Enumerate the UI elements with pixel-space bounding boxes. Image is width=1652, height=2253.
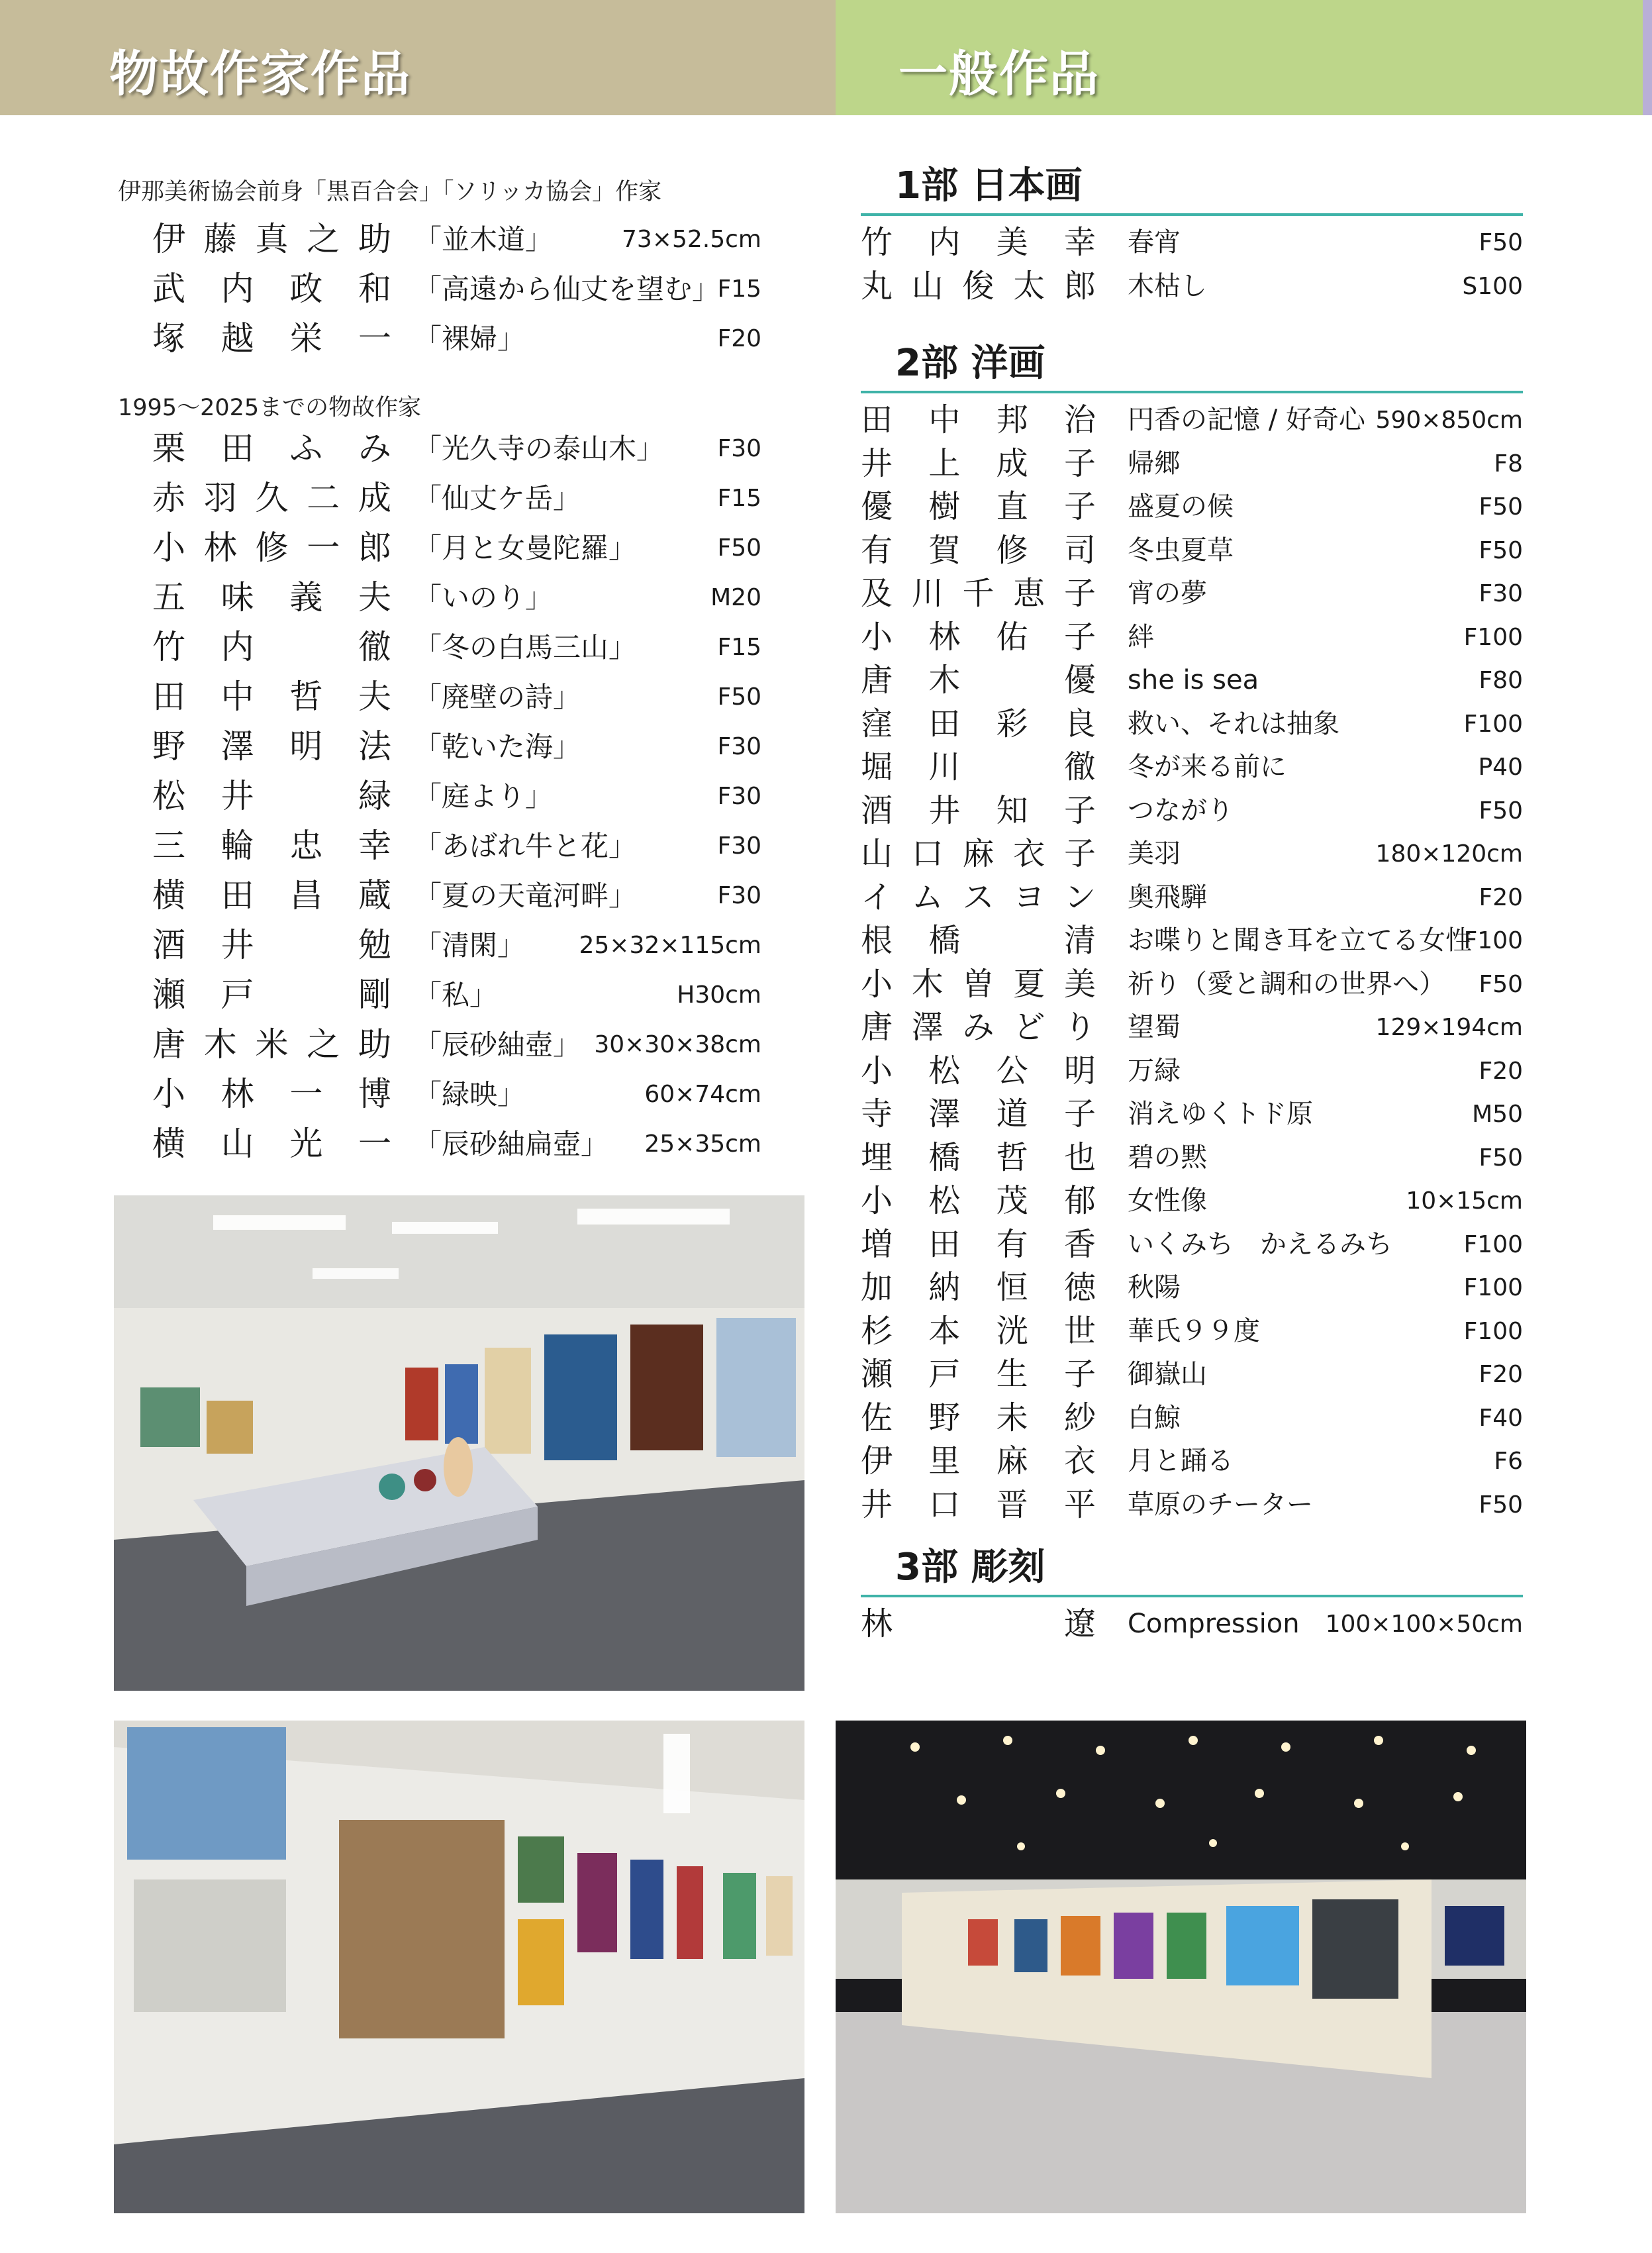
artwork-size: F100	[1463, 623, 1523, 651]
deceased-artist-row	[152, 215, 761, 264]
yoga-entry-row	[861, 963, 1523, 1007]
group1-heading: 伊那美術協会前身「黒百合会」「ソリッカ協会」作家	[118, 179, 662, 205]
artist-name: 井口晋平	[861, 1485, 1096, 1523]
artwork-title: 「辰砂紬扁壺」	[414, 1128, 609, 1160]
artist-name: 堀川 徹	[861, 748, 1096, 785]
banner-general-title: 一般作品	[899, 46, 1100, 103]
artwork-title: 草原のチーター	[1128, 1489, 1313, 1520]
yoga-entry-row	[861, 616, 1523, 660]
artwork-size: M20	[710, 584, 761, 611]
photo-gallery-paintings-wall	[114, 1721, 804, 2213]
artist-name: 窪田彩良	[861, 705, 1096, 742]
artist-name: 小林修一郎	[152, 528, 394, 567]
artwork-size: F20	[1479, 1361, 1523, 1388]
artwork-size: F50	[717, 683, 761, 711]
deceased-artist-row	[152, 772, 761, 821]
yoga-entry-row	[861, 1093, 1523, 1136]
artwork-size: F100	[1463, 1317, 1523, 1345]
artwork-size: F30	[1479, 580, 1523, 607]
artwork-size: 100×100×50cm	[1325, 1611, 1523, 1638]
artist-name: 唐木米之助	[152, 1025, 394, 1064]
artist-name: 小木曽夏美	[861, 965, 1096, 1003]
artist-name: 横山光一	[152, 1125, 394, 1163]
artwork-size: F30	[717, 882, 761, 909]
yoga-entry-row	[861, 1136, 1523, 1180]
banner-accent-strip	[1643, 0, 1652, 115]
artwork-size: F80	[1479, 667, 1523, 694]
artwork-size: F15	[717, 485, 761, 512]
deceased-artist-row	[152, 821, 761, 871]
artwork-title: 「冬の白馬三山」	[414, 631, 637, 664]
artwork-size: 10×15cm	[1406, 1187, 1523, 1215]
artist-name: 小松茂郁	[861, 1182, 1096, 1219]
artist-name: 根橋 清	[861, 922, 1096, 959]
artwork-title: 「高遠から仙丈を望む」	[414, 273, 720, 305]
deceased-artist-row	[152, 573, 761, 623]
artist-name: 寺澤道子	[861, 1095, 1096, 1132]
artwork-title: 「私」	[414, 979, 498, 1011]
deceased-artist-row	[152, 672, 761, 722]
artwork-size: F30	[717, 733, 761, 760]
artwork-title: 「光久寺の泰山木」	[414, 432, 665, 465]
artwork-title: いくみち かえるみち	[1128, 1228, 1392, 1260]
section-nihonga	[861, 159, 1523, 308]
artwork-size: F30	[717, 783, 761, 810]
artwork-title: 「庭より」	[414, 780, 554, 813]
deceased-artist-row	[152, 722, 761, 772]
artist-name: 松井 緑	[152, 777, 394, 815]
yoga-entry-row	[861, 485, 1523, 529]
deceased-artist-row	[152, 424, 761, 474]
artist-name: 赤羽久二成	[152, 479, 394, 517]
artist-name: 林 遼	[861, 1605, 1096, 1642]
artwork-size: F50	[1479, 493, 1523, 521]
artist-name: 唐木 優	[861, 662, 1096, 699]
artist-name: 及川千恵子	[861, 575, 1096, 612]
artwork-size: F8	[1494, 450, 1523, 477]
artist-name: 加納恒徳	[861, 1269, 1096, 1306]
artwork-size: F100	[1463, 1274, 1523, 1301]
photo-gallery-sculpture-table	[114, 1195, 804, 1691]
artist-name: 五味義夫	[152, 578, 394, 617]
artist-name: 優樹直子	[861, 488, 1096, 525]
artist-name: 小林佑子	[861, 618, 1096, 656]
artwork-size: F20	[1479, 883, 1523, 911]
artwork-title: 碧の黙	[1128, 1142, 1207, 1173]
artist-name: 佐野未紗	[861, 1399, 1096, 1436]
artwork-title: 万緑	[1128, 1055, 1181, 1086]
yoga-entry-row	[861, 399, 1523, 442]
artwork-size: F50	[1479, 970, 1523, 998]
artwork-title: 「辰砂紬壺」	[414, 1028, 581, 1061]
artwork-title: 美羽	[1128, 838, 1181, 869]
yoga-entry-row	[861, 1223, 1523, 1267]
artwork-title: 「廃壁の詩」	[414, 681, 581, 713]
artwork-title: Compression	[1128, 1609, 1300, 1639]
artwork-title: 「いのり」	[414, 581, 554, 614]
artwork-title: 救い、それは抽象	[1128, 708, 1339, 739]
artwork-size: F100	[1463, 1230, 1523, 1258]
artist-name: 唐澤みどり	[861, 1009, 1096, 1046]
artwork-title: 「緑映」	[414, 1078, 526, 1111]
artwork-title: 消えゆくトド原	[1128, 1099, 1313, 1129]
artwork-title: 「並木道」	[414, 223, 554, 256]
yoga-entry-row	[861, 572, 1523, 616]
yoga-entry-row	[861, 876, 1523, 920]
yoga-entry-row	[861, 1266, 1523, 1310]
yoga-entry-row	[861, 1353, 1523, 1397]
artwork-size: F50	[1479, 797, 1523, 825]
sculpture-entry-row	[861, 1603, 1523, 1646]
artist-name: 田中哲夫	[152, 677, 394, 716]
banner-general	[836, 0, 1652, 115]
artist-name: 有賀修司	[861, 531, 1096, 569]
artwork-title: 冬虫夏草	[1128, 534, 1234, 566]
yoga-entry-row	[861, 1310, 1523, 1354]
yoga-entry-row	[861, 1006, 1523, 1050]
artist-name: 丸山俊太郎	[861, 267, 1096, 305]
artwork-title: 奥飛騨	[1128, 881, 1207, 913]
artwork-title: 「清閑」	[414, 929, 526, 962]
deceased-artist-row	[152, 1119, 761, 1169]
artist-name: 伊藤真之助	[152, 220, 394, 258]
artwork-size: F30	[717, 832, 761, 860]
artwork-size: F50	[1479, 1144, 1523, 1172]
deceased-artist-row	[152, 314, 761, 364]
artwork-title: 冬が来る前に	[1128, 752, 1287, 782]
artwork-size: F20	[717, 325, 761, 352]
section-sculpture-list	[861, 1603, 1523, 1646]
artist-name: 塚越栄一	[152, 319, 394, 358]
artwork-title: 祈り（愛と調和の世界へ）	[1128, 968, 1445, 999]
artist-name: 瀬戸 剛	[152, 976, 394, 1014]
banner-deceased	[0, 0, 836, 115]
artwork-title: 盛夏の候	[1128, 491, 1234, 522]
section-sculpture-title: 3部 彫刻	[861, 1540, 1523, 1597]
artwork-size: 60×74cm	[644, 1081, 761, 1108]
artist-name: 栗田ふみ	[152, 429, 394, 468]
yoga-entry-row	[861, 659, 1523, 703]
artist-name: 伊里麻衣	[861, 1442, 1096, 1479]
section-nihonga-list	[861, 221, 1523, 308]
artwork-title: 白鯨	[1128, 1402, 1181, 1433]
artwork-title: she is sea	[1128, 665, 1259, 695]
artwork-size: H30cm	[677, 981, 761, 1009]
group1-list	[152, 215, 761, 364]
artwork-size: 30×30×38cm	[594, 1031, 761, 1058]
artwork-size: P40	[1478, 754, 1523, 781]
artwork-title: 女性像	[1128, 1185, 1207, 1216]
artwork-size: 129×194cm	[1375, 1014, 1523, 1041]
artwork-title: つながり	[1128, 795, 1234, 826]
artwork-size: 25×35cm	[644, 1130, 761, 1158]
artwork-title: 「月と女曼陀羅」	[414, 532, 637, 564]
artwork-size: F40	[1479, 1404, 1523, 1432]
artist-name: 酒井 勉	[152, 926, 394, 964]
nihonga-entry-row	[861, 265, 1523, 309]
deceased-artist-row	[152, 623, 761, 672]
yoga-entry-row	[861, 1050, 1523, 1093]
deceased-artist-row	[152, 970, 761, 1020]
deceased-artist-row	[152, 921, 761, 970]
artwork-title: 宵の夢	[1128, 578, 1207, 609]
artwork-size: M50	[1472, 1101, 1523, 1128]
banner-deceased-title: 物故作家作品	[109, 46, 411, 103]
section-yoga-list	[861, 399, 1523, 1527]
artwork-size: F15	[717, 634, 761, 661]
artist-name: 酒井知子	[861, 791, 1096, 829]
artwork-size: F15	[717, 275, 761, 303]
yoga-entry-row	[861, 746, 1523, 789]
deceased-artist-row	[152, 264, 761, 314]
yoga-entry-row	[861, 1397, 1523, 1440]
artwork-size: 73×52.5cm	[622, 226, 761, 253]
group2-heading: 1995〜2025までの物故作家	[118, 395, 422, 421]
artist-name: 竹内美幸	[861, 224, 1096, 261]
artwork-title: 秋陽	[1128, 1272, 1181, 1303]
artist-name: 野澤明法	[152, 727, 394, 766]
artwork-size: F50	[1479, 229, 1523, 256]
artist-name: 埋橋哲也	[861, 1138, 1096, 1176]
deceased-artist-row	[152, 474, 761, 523]
yoga-entry-row	[861, 1179, 1523, 1223]
artwork-size: 25×32×115cm	[579, 932, 761, 959]
artist-name: 横田昌蔵	[152, 876, 394, 915]
artwork-title: 月と踊る	[1128, 1446, 1234, 1476]
yoga-entry-row	[861, 703, 1523, 746]
photo-gallery-hall	[836, 1721, 1526, 2213]
artwork-title: 御嶽山	[1128, 1359, 1207, 1389]
artist-name: 竹内 徹	[152, 628, 394, 666]
artist-name: 三輪忠幸	[152, 826, 394, 865]
section-yoga-title: 2部 洋画	[861, 336, 1523, 393]
artist-name: 田中邦治	[861, 401, 1096, 438]
yoga-entry-row	[861, 529, 1523, 573]
yoga-entry-row	[861, 919, 1523, 963]
artwork-size: F50	[1479, 1491, 1523, 1519]
deceased-artist-row	[152, 1020, 761, 1070]
yoga-entry-row	[861, 789, 1523, 833]
artwork-size: F50	[1479, 536, 1523, 564]
yoga-entry-row	[861, 1440, 1523, 1483]
artwork-title: 「夏の天竜河畔」	[414, 879, 637, 912]
artwork-title: お喋りと聞き耳を立てる女性	[1128, 925, 1472, 956]
artwork-size: S100	[1462, 272, 1523, 300]
artwork-title: 「乾いた海」	[414, 730, 581, 763]
artwork-size: 590×850cm	[1375, 407, 1523, 434]
artist-name: 井上成子	[861, 444, 1096, 482]
section-sculpture	[861, 1540, 1523, 1646]
group2-list	[152, 424, 761, 1169]
artwork-title: 望蜀	[1128, 1012, 1181, 1042]
yoga-entry-row	[861, 832, 1523, 876]
artwork-size: F100	[1463, 927, 1523, 954]
artist-name: 小林一博	[152, 1075, 394, 1113]
section-nihonga-title: 1部 日本画	[861, 159, 1523, 216]
artwork-title: 華氏９９度	[1128, 1315, 1260, 1346]
artist-name: 杉本洸世	[861, 1312, 1096, 1350]
artwork-size: 180×120cm	[1375, 840, 1523, 868]
deceased-artist-row	[152, 523, 761, 573]
artwork-title: 「裸婦」	[414, 323, 526, 355]
artist-name: 武内政和	[152, 270, 394, 308]
section-yoga	[861, 336, 1523, 1527]
nihonga-entry-row	[861, 221, 1523, 265]
artwork-size: F50	[717, 534, 761, 562]
artist-name: 増田有香	[861, 1225, 1096, 1263]
artwork-title: 「あばれ牛と花」	[414, 830, 637, 862]
artist-name: イムスヨン	[861, 878, 1096, 916]
artist-name: 小松公明	[861, 1052, 1096, 1089]
artwork-title: 木枯し	[1128, 270, 1207, 301]
deceased-artist-row	[152, 1070, 761, 1119]
yoga-entry-row	[861, 442, 1523, 486]
yoga-entry-row	[861, 1483, 1523, 1527]
artwork-title: 円香の記憶 / 好奇心	[1128, 405, 1365, 435]
artwork-title: 絆	[1128, 621, 1154, 652]
artwork-size: F100	[1463, 710, 1523, 738]
artwork-title: 帰郷	[1128, 448, 1181, 479]
artist-name: 瀬戸生子	[861, 1356, 1096, 1393]
artist-name: 山口麻衣子	[861, 835, 1096, 872]
artwork-title: 春宵	[1128, 227, 1181, 258]
deceased-artist-row	[152, 871, 761, 921]
artwork-size: F20	[1479, 1057, 1523, 1085]
artwork-title: 「仙丈ケ岳」	[414, 482, 581, 515]
artwork-size: F30	[717, 435, 761, 462]
artwork-size: F6	[1494, 1448, 1523, 1475]
